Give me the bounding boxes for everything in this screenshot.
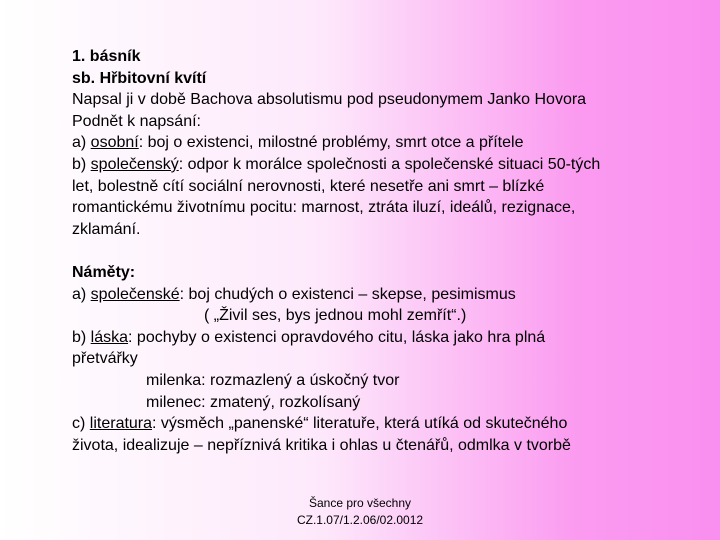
theme-love-cont: přetvářky [72, 350, 138, 368]
theme-social-prefix: a) [72, 285, 91, 303]
footer-project-code: CZ.1.07/1.2.06/02.0012 [296, 513, 424, 527]
impulse-personal-text: : boj o existenci, milostné problémy, smrt otce a přítele [138, 134, 524, 152]
impulse-social-cont2: romantickému životnímu pocitu: marnost, ztráta iluzí, ideálů, rezignace, [72, 199, 576, 217]
theme-love-prefix: b) [72, 328, 91, 346]
theme-social-quote: ( „Živil ses, bys jednou mohl zemřít“.) [204, 307, 467, 325]
impulse-personal-term: osobní [90, 134, 139, 152]
impulse-personal-prefix: a) [72, 134, 91, 152]
collection-title: sb. Hřbitovní kvítí [72, 69, 207, 87]
theme-literature-text: : výsměch „panenské“ literatuře, která utíká od skutečného [152, 415, 568, 433]
theme-social [72, 284, 672, 306]
impulse-personal [72, 132, 672, 154]
impulse-social-cont1: let, bolestně cítí sociální nerovnosti, které nesetře ani smrt – blízké [72, 177, 545, 195]
theme-social-term: společenské [90, 285, 180, 303]
impulse-social-text: : odpor k morálce společnosti a společenské situaci 50-tých [178, 155, 601, 173]
impulse-social-cont3: zklamání. [72, 220, 141, 238]
theme-literature-prefix: c) [72, 415, 90, 433]
theme-literature-cont: života, idealizuje – nepříznivá kritika i ohlas u čtenářů, odmlka v tvorbě [72, 436, 571, 454]
impulse-social-prefix: b) [72, 155, 91, 173]
impulse-social [72, 154, 672, 176]
theme-love-female: milenka: rozmazlený a úskočný tvor [146, 371, 400, 389]
impulse-social-term: společenský [90, 155, 179, 173]
written-note: Napsal ji v době Bachova absolutismu pod pseudonymem Janko Hovora [72, 91, 587, 109]
theme-love-text: : pochyby o existenci opravdového citu, láska jako hra plná [128, 328, 546, 346]
slide-footer [260, 495, 460, 529]
theme-love-term: láska [90, 328, 129, 346]
section-heading-poet: 1. básník [72, 48, 141, 65]
theme-literature-term: literatura [89, 415, 153, 433]
impulse-label: Podnět k napsání: [72, 112, 201, 130]
footer-program: Šance pro všechny [308, 496, 412, 510]
theme-love-male: milenec: zmatený, rozkolísaný [146, 393, 361, 411]
section-heading-themes: Náměty: [72, 263, 136, 281]
slide-body [72, 46, 672, 456]
theme-social-text: : boj chudých o existenci – skepse, pesimismus [179, 285, 516, 303]
theme-literature [72, 413, 672, 435]
section-spacer [72, 240, 672, 262]
theme-love [72, 327, 672, 349]
